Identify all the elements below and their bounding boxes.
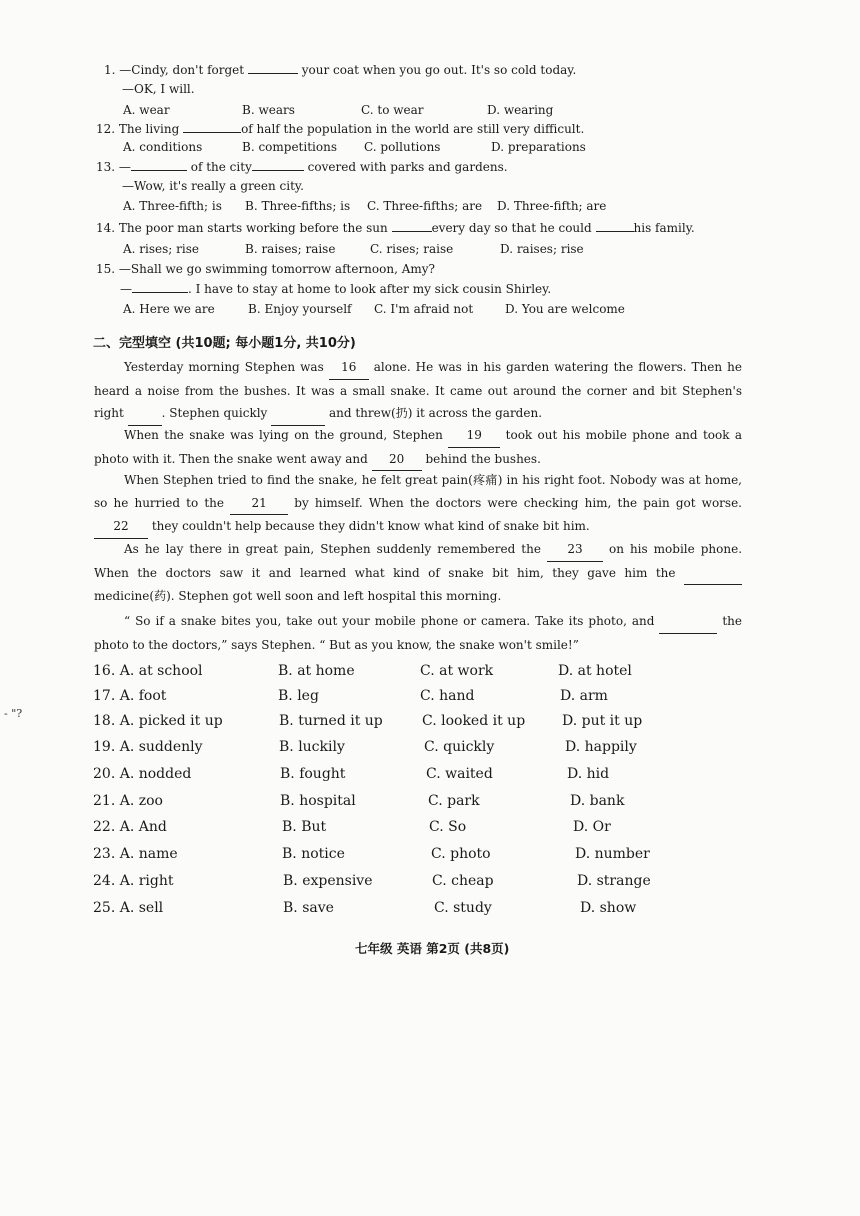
choice-row-21-d: D. bank [570,793,625,809]
question-text: . I have to stay at home to look after my sick cousin Shirley. [188,282,552,296]
passage-text: medicine(药). Stephen got well soon and left hospital this morning. [94,589,502,603]
passage-paragraph-3 [94,469,742,539]
question-text: of the city [190,160,252,174]
choice-row-23-d: D. number [575,846,650,862]
passage-text: took out his mobile phone and took a photo with it. Then the snake went away and [94,428,742,466]
numbered-blank: 21 [230,492,288,516]
answer-blank [248,61,298,74]
option: C. rises; raise [370,242,454,256]
scan-mark: - "? [4,707,23,720]
question-13-stem [96,158,508,175]
passage-paragraph-5 [94,610,742,656]
passage-text: As he lay there in great pain, Stephen suddenly remembered the [124,542,541,556]
choice-row-24-c: C. cheap [432,873,494,889]
option: D. You are welcome [505,302,625,316]
page-footer: 七年级 英语 第2页 (共8页) [355,941,510,956]
option: C. Three-fifths; are [367,199,483,213]
choice-row-25-b: B. save [283,900,334,916]
numbered-blank: 20 [372,448,422,472]
choice-row-16-b: B. at home [278,663,355,679]
question-text: his family. [633,221,695,235]
choice-row-19-a: 19. A. suddenly [93,739,203,755]
passage-text: on his mobile phone. When the doctors saw it and learned what kind of snake bit him, they gave him the [94,542,743,580]
passage-paragraph-1 [94,356,742,426]
question-1-stem [104,61,576,78]
passage-paragraph-2 [94,424,742,471]
choice-row-18-c: C. looked it up [422,713,526,729]
choice-row-18-a: 18. A. picked it up [93,713,223,729]
passage-text: When the snake was lying on the ground, Stephen [124,428,443,442]
question-text: every day so that he could [431,221,592,235]
passage-paragraph-4 [94,538,742,608]
choice-row-21-a: 21. A. zoo [93,793,163,809]
passage-text: by himself. When the doctors were checking him, the pain got worse. [294,495,742,510]
option: A. wear [123,103,170,117]
option: D. raises; rise [500,242,584,256]
choice-row-23-a: 23. A. name [93,846,178,862]
option: D. preparations [491,140,586,154]
section-heading: 二、完型填空 (共10题; 每小题1分, 共10分) [93,336,356,351]
option: A. Three-fifth; is [123,199,222,213]
passage-text: “ So if a snake bites you, take out your mobile phone or camera. Take its photo, and [124,614,655,628]
choice-row-18-d: D. put it up [562,713,643,729]
option: D. wearing [487,103,554,117]
answer-blank [392,219,432,232]
question-text: 14. The poor man starts working before the sun [96,221,388,235]
question-text: your coat when you go out. It's so cold today. [301,63,577,77]
choice-row-19-d: D. happily [565,739,637,755]
option: B. Enjoy yourself [248,302,352,316]
choice-row-17-b: B. leg [278,688,319,704]
option: B. raises; raise [245,242,336,256]
choice-row-21-c: C. park [428,793,480,809]
option: B. wears [242,103,295,117]
choice-row-24-a: 24. A. right [93,873,174,889]
option: B. Three-fifths; is [245,199,351,213]
question-13-reply: —Wow, it's really a green city. [122,179,304,193]
choice-row-25-a: 25. A. sell [93,900,164,916]
choice-row-25-c: C. study [434,900,492,916]
choice-row-22-a: 22. A. And [93,819,167,835]
choice-row-22-b: B. But [282,819,327,835]
answer-blank [252,158,304,171]
passage-text: they couldn't help because they didn't know what kind of snake bit him. [151,519,590,533]
choice-row-19-b: B. luckily [279,739,345,755]
numbered-blank: 16 [329,356,369,380]
choice-row-16-a: 16. A. at school [93,663,203,679]
passage-text: When Stephen tried to find the snake, he felt great pain(疼痛) in his right foot. Nobody was at home, so he hurried to the [94,473,742,510]
question-15-stem: 15. —Shall we go swimming tomorrow afternoon, Amy? [96,262,435,276]
choice-row-24-d: D. strange [577,873,651,889]
choice-row-17-c: C. hand [420,688,475,704]
choice-row-25-d: D. show [580,900,637,916]
passage-text: the photo to the doctors,” says Stephen. “ But as you know, the snake won't smile!” [94,614,742,652]
question-1-reply: —OK, I will. [122,82,195,96]
option: D. Three-fifth; are [497,199,607,213]
choice-row-19-c: C. quickly [424,739,495,755]
choice-row-22-d: D. Or [573,819,611,835]
passage-text: behind the bushes. [425,451,541,466]
choice-row-22-c: C. So [429,819,467,835]
option: A. Here we are [123,302,215,316]
answer-blank [596,219,634,232]
option: C. to wear [361,103,424,117]
numbered-blank [271,402,325,426]
choice-row-20-d: D. hid [567,766,610,782]
choice-row-23-c: C. photo [431,846,491,862]
choice-row-20-b: B. fought [280,766,346,782]
numbered-blank: 23 [547,538,603,562]
option: B. competitions [242,140,337,154]
choice-row-23-b: B. notice [282,846,345,862]
passage-text: and threw(扔) it across the garden. [328,406,543,420]
option: C. pollutions [364,140,441,154]
choice-row-17-a: 17. A. foot [93,688,167,704]
choice-row-24-b: B. expensive [283,873,373,889]
passage-text: alone. He was in his garden watering the flowers. Then he heard a noise from the bushes. It was a small snake. It came out around the corner and bit Stephen's right [94,360,742,420]
question-15-reply [120,280,551,297]
answer-blank [131,158,187,171]
question-text: 13. — [96,160,131,174]
choice-row-17-d: D. arm [560,688,608,704]
option: C. I'm afraid not [374,302,474,316]
question-text: 12. The living [96,122,180,136]
numbered-blank [684,562,742,586]
choice-row-20-c: C. waited [426,766,493,782]
choice-row-16-d: D. at hotel [558,663,632,679]
choice-row-20-a: 20. A. nodded [93,766,192,782]
passage-text: . Stephen quickly [161,406,268,420]
answer-blank [132,280,188,293]
numbered-blank: 19 [448,424,500,448]
question-text: covered with parks and gardens. [307,160,508,174]
passage-text: Yesterday morning Stephen was [124,360,324,374]
numbered-blank: 22 [94,515,148,539]
choice-row-16-c: C. at work [420,663,494,679]
choice-row-21-b: B. hospital [280,793,356,809]
question-text: 1. —Cindy, don't forget [104,63,245,77]
question-12-stem [96,120,584,137]
option: A. conditions [123,140,203,154]
numbered-blank [128,402,162,426]
answer-blank [183,120,241,133]
numbered-blank [659,610,717,634]
choice-row-18-b: B. turned it up [279,713,383,729]
question-text: of half the population in the world are still very difficult. [241,122,585,136]
question-text: — [120,282,132,296]
question-14-stem [96,219,695,236]
option: A. rises; rise [123,242,199,256]
